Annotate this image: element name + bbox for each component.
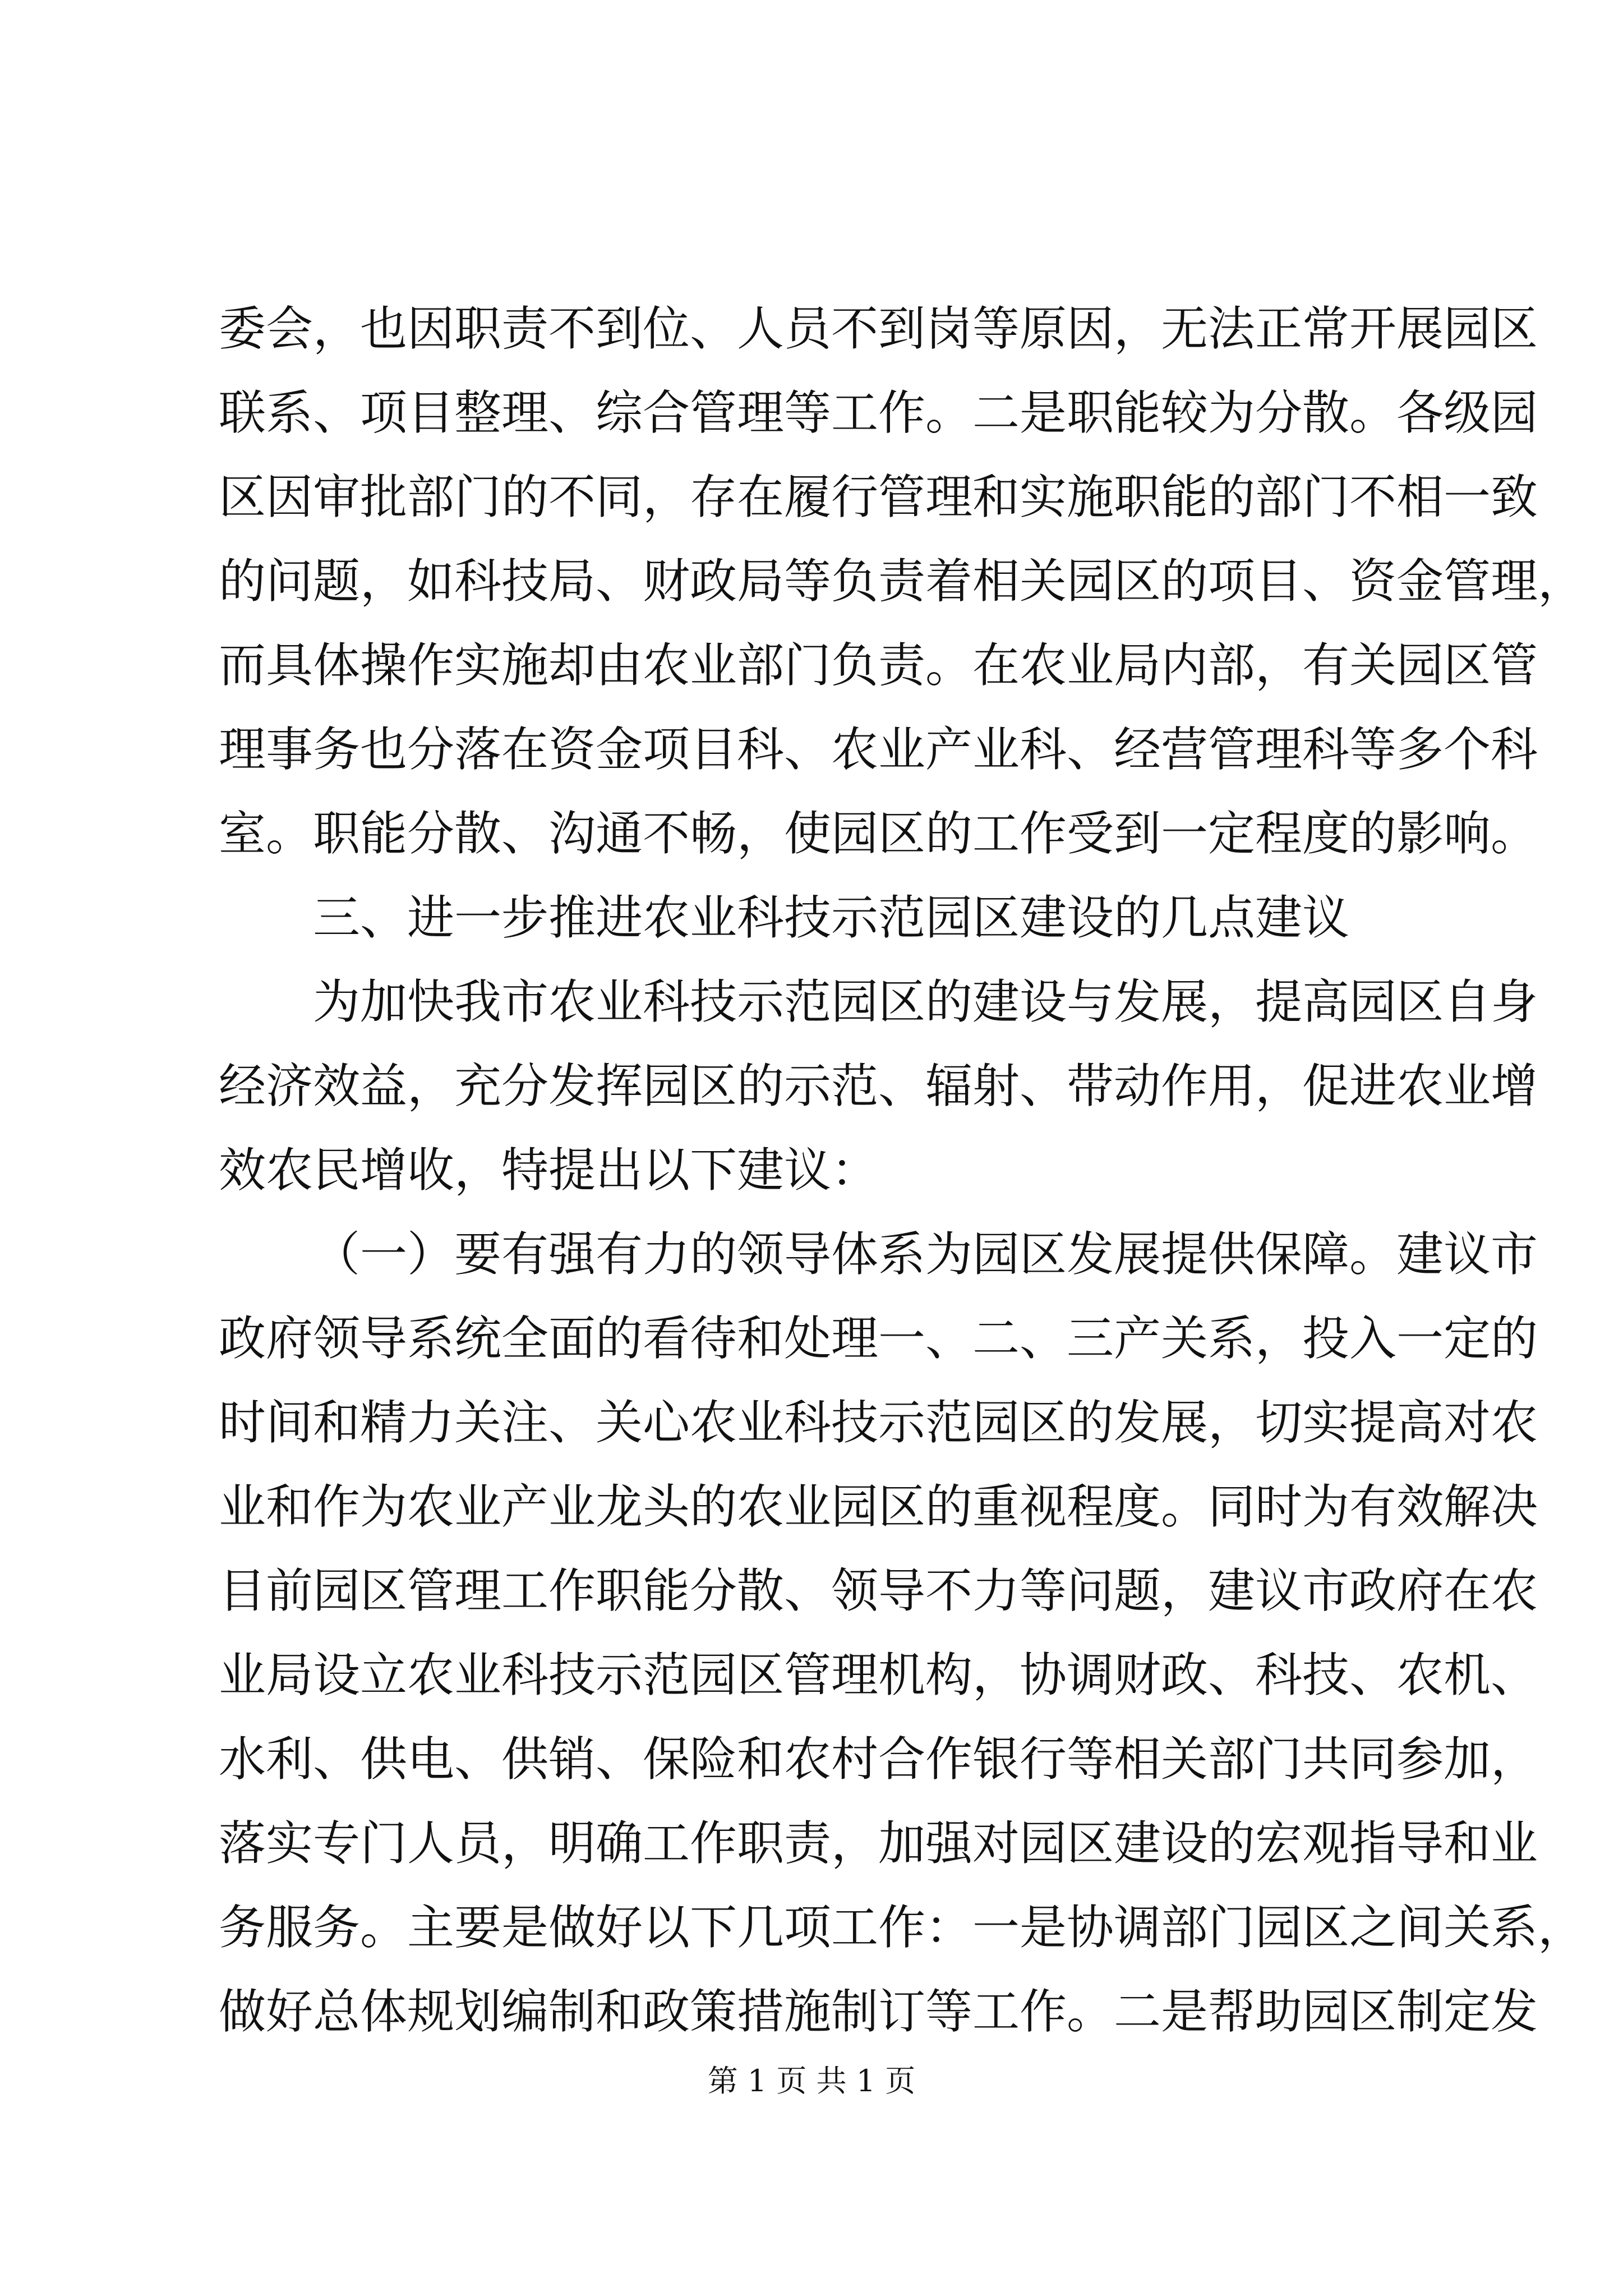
body-line: 业局设立农业科技示范园区管理机构，协调财政、科技、农机、 — [219, 1648, 1538, 1703]
body-line: 水利、供电、供销、保险和农村合作银行等相关部门共同参加， — [219, 1732, 1538, 1787]
body-line: 政府领导系统全面的看待和处理一、二、三产关系，投入一定的 — [219, 1311, 1538, 1366]
body-line: 理事务也分落在资金项目科、农业产业科、经营管理科等多个科 — [219, 722, 1538, 777]
body-line: 时间和精力关注、关心农业科技示范园区的发展，切实提高对农 — [219, 1395, 1538, 1450]
body-line: 而具体操作实施却由农业部门负责。在农业局内部，有关园区管 — [219, 638, 1538, 693]
body-line: 室。职能分散、沟通不畅，使园区的工作受到一定程度的影响。 — [219, 806, 1538, 861]
body-line: 业和作为农业产业龙头的农业园区的重视程度。同时为有效解决 — [219, 1479, 1538, 1534]
body-line: 效农民增收，特提出以下建议： — [219, 1143, 879, 1198]
body-line: 务服务。主要是做好以下几项工作：一是协调部门园区之间关系， — [219, 1900, 1585, 1955]
body-line: 的问题，如科技局、财政局等负责着相关园区的项目、资金管理， — [219, 554, 1585, 609]
body-line: 区因审批部门的不同，存在履行管理和实施职能的部门不相一致 — [219, 470, 1538, 524]
body-line: 委会，也因职责不到位、人员不到岗等原因，无法正常开展园区 — [219, 301, 1538, 356]
page-number-footer: 第 1 页 共 1 页 — [707, 2063, 916, 2099]
body-line: 目前园区管理工作职能分散、领导不力等问题，建议市政府在农 — [219, 1563, 1538, 1618]
body-line: 落实专门人员，明确工作职责，加强对园区建设的宏观指导和业 — [219, 1816, 1538, 1871]
section-heading: 三、进一步推进农业科技示范园区建设的几点建议 — [313, 890, 1350, 945]
subsection-heading: （一）要有强有力的领导体系为园区发展提供保障。建议市 — [313, 1227, 1538, 1282]
body-line: 做好总体规划编制和政策措施制订等工作。二是帮助园区制定发 — [219, 1984, 1538, 2039]
body-line: 联系、项目整理、综合管理等工作。二是职能较为分散。各级园 — [219, 385, 1538, 440]
body-line: 为加快我市农业科技示范园区的建设与发展，提高园区自身 — [313, 974, 1538, 1029]
body-line: 经济效益，充分发挥园区的示范、辐射、带动作用，促进农业增 — [219, 1059, 1538, 1114]
